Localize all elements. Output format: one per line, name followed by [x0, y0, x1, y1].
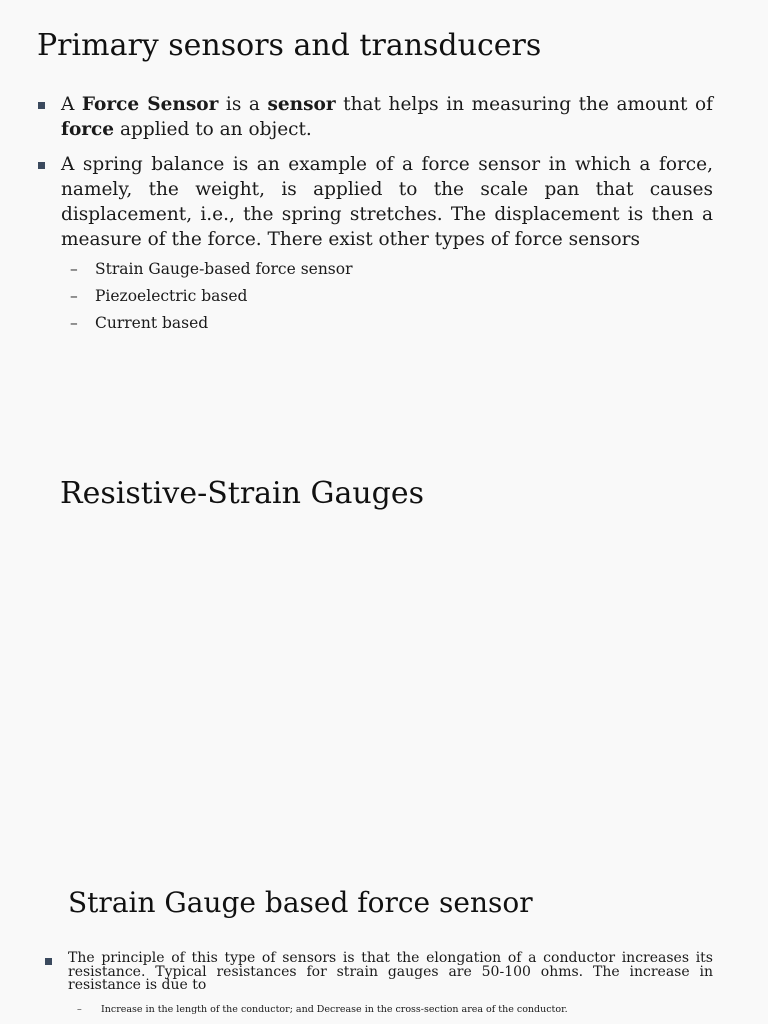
slide-title: Resistive-Strain Gauges	[60, 476, 425, 511]
sub-item	[61, 256, 713, 283]
text-run: is a	[218, 94, 268, 115]
bold-term-force: force	[61, 119, 115, 140]
slide-title: Strain Gauge based force sensor	[68, 886, 533, 919]
bullet-text: The principle of this type of sensors is that the elongation of a conductor increases its resistance. Typical resistances for strain gauges are 50-100 ohms. The increase in resistance is due to	[68, 950, 713, 993]
sub-item-text: Current based	[95, 314, 209, 332]
bold-term-sensor: sensor	[267, 94, 336, 115]
dash-icon: –	[77, 1003, 82, 1015]
sub-item-text: Increase in the length of the conductor; and Decrease in the cross-section area of the conductor.	[101, 1003, 568, 1015]
sub-list	[68, 1004, 713, 1016]
sub-item-text: Piezoelectric based	[95, 287, 248, 305]
sub-item	[61, 283, 713, 310]
slide-strain-gauge-force-sensor	[0, 860, 768, 1024]
dash-icon: –	[70, 287, 78, 305]
bullet-item-spring-balance	[61, 152, 713, 337]
sub-list	[61, 256, 713, 337]
bullet-text: A spring balance is an example of a force sensor in which a force, namely, the weight, is applied to the scale pan that causes displacement, i.e., the spring stretches. The displacement is then a measure of the force. There exist other types of force sensors	[61, 154, 713, 250]
dash-icon: –	[70, 260, 78, 278]
bullet-list	[61, 92, 713, 347]
sub-item	[68, 1004, 713, 1016]
slide-resistive-strain-gauges	[0, 440, 768, 860]
text-run: that helps in measuring the amount of	[335, 94, 713, 115]
sub-item	[61, 310, 713, 337]
bullet-item-force-sensor	[61, 92, 713, 142]
bullet-item-principle	[68, 952, 713, 1016]
dash-icon: –	[70, 314, 78, 332]
slide-primary-sensors	[0, 0, 768, 440]
bullet-list	[68, 952, 713, 1016]
text-run: A	[61, 94, 82, 115]
square-bullet-icon	[45, 958, 52, 965]
text-run: applied to an object.	[114, 119, 312, 140]
square-bullet-icon	[38, 162, 45, 169]
slide-title: Primary sensors and transducers	[37, 28, 542, 63]
square-bullet-icon	[38, 102, 45, 109]
bold-term-force-sensor: Force Sensor	[81, 94, 219, 115]
sub-item-text: Strain Gauge-based force sensor	[95, 260, 353, 278]
